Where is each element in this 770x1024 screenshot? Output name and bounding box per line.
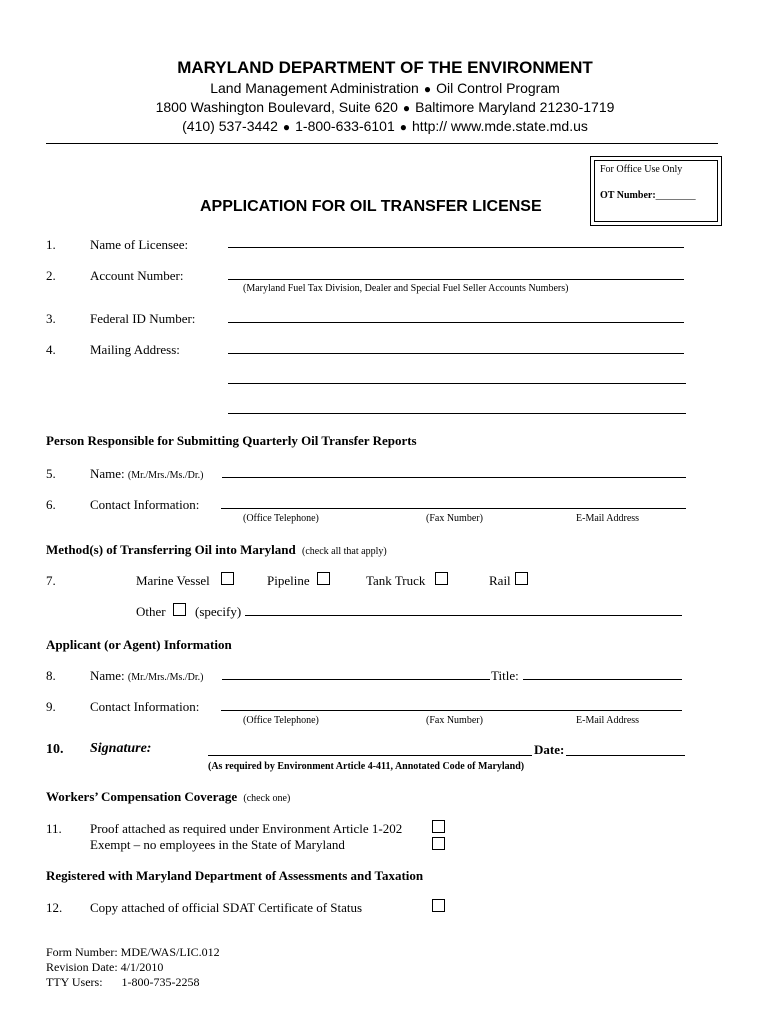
email-caption: E-Mail Address [576, 513, 640, 524]
signature-label: Signature: [90, 741, 152, 756]
marine-vessel-checkbox[interactable] [221, 572, 234, 585]
applicant-heading: Applicant (or Agent) Information [46, 637, 232, 652]
field-number: 2. [46, 268, 56, 283]
bullet-icon: ● [402, 101, 411, 115]
responsible-name-label [90, 466, 203, 482]
rail-checkbox[interactable] [515, 572, 528, 585]
applicant-title-label: Title: [491, 668, 519, 683]
tank-truck-label: Tank Truck [366, 573, 426, 588]
field-number: 7. [46, 573, 56, 588]
footer-revision-date [46, 960, 163, 975]
sdat-certificate-label: Copy attached of official SDAT Certificate of Status [90, 900, 363, 915]
field-number: 8. [46, 668, 56, 683]
admin-line [0, 80, 770, 96]
address-line [0, 99, 770, 115]
office-use-box [590, 156, 722, 226]
pipeline-checkbox[interactable] [317, 572, 330, 585]
responsible-name-text: Name: [90, 466, 125, 481]
mailing-address-line-1[interactable] [228, 353, 684, 354]
federal-id-label: Federal ID Number: [90, 311, 196, 326]
bullet-icon: ● [423, 82, 432, 96]
applicant-name-input[interactable] [222, 679, 490, 680]
licensee-name-input[interactable] [228, 247, 684, 248]
tollfree-number: 1-800-633-6101 [295, 118, 395, 134]
methods-heading-line [46, 542, 387, 558]
phone-number: (410) 537-3442 [182, 118, 278, 134]
field-number: 11. [46, 821, 62, 836]
field-number: 3. [46, 311, 56, 326]
fax-number-caption: (Fax Number) [426, 715, 483, 726]
program-name: Oil Control Program [436, 80, 560, 96]
header-divider [46, 143, 718, 144]
responsible-contact-label: Contact Information: [90, 497, 200, 512]
licensee-name-label: Name of Licensee: [90, 237, 189, 252]
mailing-address-line-2[interactable] [228, 383, 686, 384]
responsible-name-input[interactable] [222, 477, 686, 478]
field-number: 9. [46, 699, 56, 714]
sdat-certificate-checkbox[interactable] [432, 899, 445, 912]
fax-number-caption: (Fax Number) [426, 513, 483, 524]
tank-truck-checkbox[interactable] [435, 572, 448, 585]
applicant-name-label [90, 668, 203, 684]
other-checkbox[interactable] [173, 603, 186, 616]
office-telephone-caption: (Office Telephone) [243, 715, 319, 726]
admin-name: Land Management Administration [210, 80, 419, 96]
mailing-address-line-3[interactable] [228, 413, 686, 414]
ot-number-field[interactable] [600, 190, 696, 201]
specify-label: (specify) [195, 604, 242, 619]
tty-value: 1-800-735-2258 [121, 975, 200, 989]
workers-heading-line [46, 789, 290, 805]
form-title: APPLICATION FOR OIL TRANSFER LICENSE [200, 198, 542, 215]
email-caption: E-Mail Address [576, 715, 640, 726]
other-specify-input[interactable] [245, 615, 682, 616]
mailing-address-label: Mailing Address: [90, 342, 180, 357]
tty-label: TTY Users: [46, 975, 103, 989]
methods-heading: Method(s) of Transferring Oil into Maryland [46, 542, 296, 557]
field-number: 4. [46, 342, 56, 357]
workers-note: (check one) [243, 793, 291, 804]
footer-tty [46, 975, 200, 990]
agency-title: MARYLAND DEPARTMENT OF THE ENVIRONMENT [177, 58, 593, 77]
revision-date-label: Revision Date: [46, 960, 118, 974]
office-telephone-caption: (Office Telephone) [243, 513, 319, 524]
footer-form-number [46, 945, 220, 960]
bullet-icon: ● [399, 120, 408, 134]
applicant-title-input[interactable] [523, 679, 682, 680]
office-use-title: For Office Use Only [600, 164, 683, 175]
account-number-note: (Maryland Fuel Tax Division, Dealer and Special Fuel Seller Accounts Numbers) [243, 283, 569, 294]
workers-proof-label: Proof attached as required under Environment Article 1-202 [90, 821, 403, 836]
applicant-contact-label: Contact Information: [90, 699, 200, 714]
contact-line [0, 118, 770, 134]
rail-label: Rail [489, 573, 511, 588]
signature-input[interactable] [208, 755, 532, 756]
field-number: 6. [46, 497, 56, 512]
form-number-value: MDE/WAS/LIC.012 [120, 945, 220, 959]
form-number-label: Form Number: [46, 945, 118, 959]
applicant-name-text: Name: [90, 668, 125, 683]
pipeline-label: Pipeline [267, 573, 310, 588]
account-number-input[interactable] [228, 279, 684, 280]
signature-date-label: Date: [534, 742, 565, 757]
field-number: 5. [46, 466, 56, 481]
street-address: 1800 Washington Boulevard, Suite 620 [155, 99, 398, 115]
field-number: 12. [46, 900, 63, 915]
signature-date-input[interactable] [566, 755, 685, 756]
field-number: 1. [46, 237, 56, 252]
account-number-label: Account Number: [90, 268, 184, 283]
signature-note: (As required by Environment Article 4-411, Annotated Code of Maryland) [208, 761, 525, 772]
responsible-heading: Person Responsible for Submitting Quarterly Oil Transfer Reports [46, 433, 417, 448]
responsible-name-prefix: (Mr./Mrs./Ms./Dr.) [127, 470, 204, 481]
ot-number-blank: ________ [655, 190, 696, 201]
city-address: Baltimore Maryland 21230-1719 [415, 99, 615, 115]
workers-exempt-label: Exempt – no employees in the State of Maryland [90, 837, 345, 852]
applicant-contact-input[interactable] [221, 710, 682, 711]
methods-note: (check all that apply) [302, 546, 387, 557]
applicant-name-prefix: (Mr./Mrs./Ms./Dr.) [127, 672, 204, 683]
website-link[interactable]: http:// www.mde.state.md.us [412, 118, 588, 134]
revision-date-value: 4/1/2010 [120, 960, 164, 974]
marine-vessel-label: Marine Vessel [136, 573, 210, 588]
sdat-heading: Registered with Maryland Department of Assessments and Taxation [46, 868, 424, 883]
federal-id-input[interactable] [228, 322, 684, 323]
bullet-icon: ● [282, 120, 291, 134]
field-number: 10. [46, 742, 64, 757]
workers-proof-checkbox[interactable] [432, 820, 445, 833]
workers-heading: Workers’ Compensation Coverage [46, 789, 238, 804]
ot-number-label: OT Number: [600, 190, 656, 201]
responsible-contact-input[interactable] [221, 508, 686, 509]
workers-exempt-checkbox[interactable] [432, 837, 445, 850]
other-label: Other [136, 604, 166, 619]
